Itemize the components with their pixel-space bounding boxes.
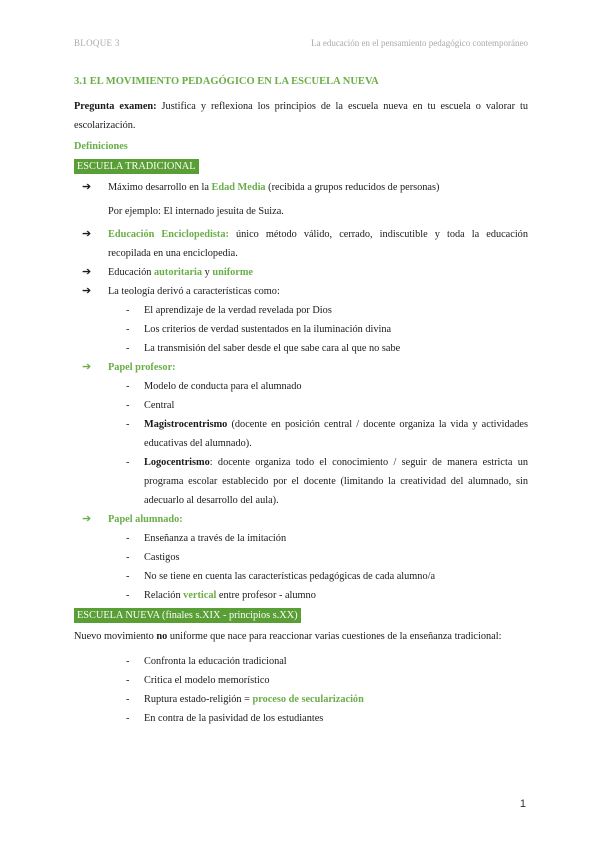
list-item xyxy=(74,358,528,377)
list-item xyxy=(74,263,528,282)
list-item xyxy=(74,178,528,197)
list-item xyxy=(74,301,528,320)
list-item xyxy=(74,453,528,510)
dash-icon: - xyxy=(126,656,130,667)
list-item xyxy=(74,320,528,339)
nueva-heading-row xyxy=(74,606,528,625)
text: La transmisión del saber desde el que sabe cara al que no sabe xyxy=(144,343,401,354)
dash-icon: - xyxy=(126,694,130,705)
text: Modelo de conducta para el alumnado xyxy=(144,381,302,392)
tradicional-heading-row xyxy=(74,157,528,176)
dash-icon: - xyxy=(126,419,130,430)
text: En contra de la pasividad de los estudiantes xyxy=(144,713,324,724)
example-text: Por ejemplo: El internado jesuita de Suiza. xyxy=(108,206,284,217)
list-item xyxy=(74,652,528,671)
dash-icon: - xyxy=(126,675,130,686)
highlight: Edad Media xyxy=(211,182,266,193)
dash-icon: - xyxy=(126,533,130,544)
dash-icon: - xyxy=(126,552,130,563)
text: único método válido, cerrado, indiscutible y toda la educación recopilada en una enciclopedia. xyxy=(108,229,528,259)
arrow-icon: ➔ xyxy=(82,513,92,525)
nueva-intro xyxy=(74,627,528,646)
list-item xyxy=(74,510,528,529)
list-item xyxy=(74,377,528,396)
dash-icon: - xyxy=(126,713,130,724)
dash-icon: - xyxy=(126,305,130,316)
dash-icon: - xyxy=(126,400,130,411)
text: Relación xyxy=(144,590,184,601)
arrow-icon: ➔ xyxy=(82,266,92,278)
bold-term: no xyxy=(156,631,168,642)
text: (recibida a grupos reducidos de personas) xyxy=(265,182,440,193)
text: entre profesor - alumno xyxy=(216,590,316,601)
highlight: vertical xyxy=(183,590,217,601)
text: Central xyxy=(144,400,175,411)
bold-term: Magistrocentrismo xyxy=(144,419,228,430)
list-item xyxy=(74,529,528,548)
definiciones-heading: Definiciones xyxy=(74,141,128,152)
text: Confronta la educación tradicional xyxy=(144,656,287,667)
dash-icon: - xyxy=(126,343,130,354)
text: Educación xyxy=(108,267,155,278)
page-number: 1 xyxy=(519,798,526,810)
text: Critica el modelo memorístico xyxy=(144,675,270,686)
text: No se tiene en cuenta las características pedagógicas de cada alumno/a xyxy=(144,571,436,582)
text: : docente organiza todo el conocimiento / seguir de manera estricta un programa escolar establecido por el docente (limitando la creatividad del alumnado, sin adecuarlo al desarrollo del aula). xyxy=(144,457,528,506)
list-item xyxy=(74,690,528,709)
section-title: 3.1 EL MOVIMIENTO PEDAGÓGICO EN LA ESCUELA NUEVA xyxy=(74,76,379,87)
list-item xyxy=(74,415,528,453)
list-item xyxy=(74,671,528,690)
tradicional-heading: ESCUELA TRADICIONAL xyxy=(74,159,199,174)
highlight: Papel alumnado: xyxy=(108,514,183,525)
text: El aprendizaje de la verdad revelada por Dios xyxy=(144,305,332,316)
arrow-icon: ➔ xyxy=(82,285,92,297)
highlight: Educación Enciclopedista: xyxy=(108,229,229,240)
arrow-icon: ➔ xyxy=(82,361,92,373)
list-item xyxy=(74,709,528,728)
dash-icon: - xyxy=(126,457,130,468)
text: Máximo desarrollo en la xyxy=(108,182,212,193)
list-item xyxy=(74,396,528,415)
text: Nuevo movimiento xyxy=(74,631,157,642)
list-item xyxy=(74,567,528,586)
list-item xyxy=(74,339,528,358)
bold-term: Logocentrismo xyxy=(144,457,210,468)
exam-question xyxy=(74,97,528,135)
arrow-icon: ➔ xyxy=(82,181,92,193)
text: La teología derivó a características como: xyxy=(108,286,280,297)
list-item xyxy=(74,282,528,301)
highlight: proceso de secularización xyxy=(252,694,364,705)
exam-text: Justifica y reflexiona los principios de la escuela nueva en tu escuela o valorar tu escolarización. xyxy=(74,101,528,131)
list-item xyxy=(74,586,528,605)
text: uniforme que nace para reaccionar varias cuestiones de la enseñanza tradicional: xyxy=(167,631,502,642)
highlight: Papel profesor: xyxy=(108,362,176,373)
header-right: La educación en el pensamiento pedagógico contemporáneo xyxy=(311,38,528,48)
text: (docente en posición central / docente organiza la vida y actividades educativas del alumnado). xyxy=(144,419,528,449)
header-left: BLOQUE 3 xyxy=(74,38,120,48)
list-item xyxy=(74,548,528,567)
highlight: uniforme xyxy=(212,267,253,278)
list-item xyxy=(74,225,528,263)
dash-icon: - xyxy=(126,324,130,335)
text: Ruptura estado-religión = xyxy=(144,694,253,705)
text: y xyxy=(202,267,213,278)
text: Enseñanza a través de la imitación xyxy=(144,533,287,544)
dash-icon: - xyxy=(126,590,130,601)
text: Los criterios de verdad sustentados en la iluminación divina xyxy=(144,324,392,335)
dash-icon: - xyxy=(126,571,130,582)
arrow-icon: ➔ xyxy=(82,228,92,240)
exam-label: Pregunta examen: xyxy=(74,101,157,112)
text: Castigos xyxy=(144,552,180,563)
highlight: autoritaria xyxy=(154,267,203,278)
dash-icon: - xyxy=(126,381,130,392)
content xyxy=(74,72,528,728)
nueva-heading: ESCUELA NUEVA (finales s.XIX - principios s.XX) xyxy=(74,608,301,623)
